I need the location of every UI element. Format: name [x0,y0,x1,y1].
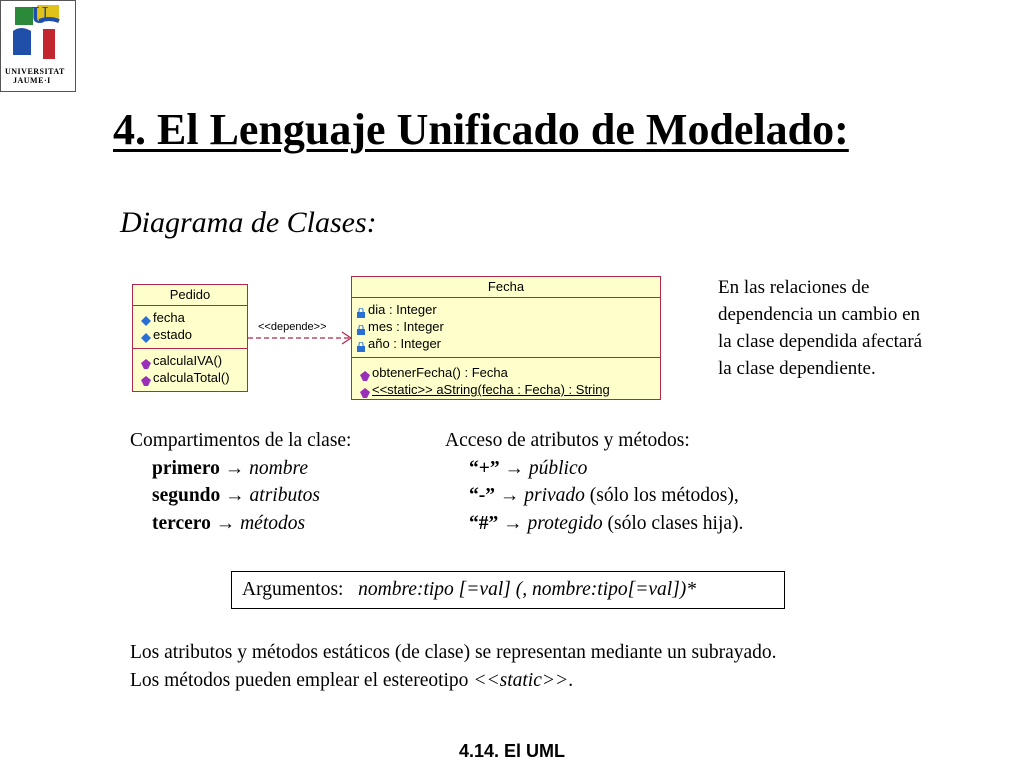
dependency-note: En las relaciones de dependencia un cambio en la clase dependida afectará la clase dependiente. [718,277,923,379]
attribute-text: dia : Integer [368,302,437,317]
lock-icon [356,305,366,315]
method-icon [141,356,151,366]
method-row [360,381,660,398]
attribute-text: año : Integer [368,336,441,351]
access-heading: Acceso de atributos y métodos: [445,430,690,451]
page-title: 4. El Lenguaje Unificado de Modelado: [113,105,849,154]
svg-text:U: U [31,3,49,29]
logo-line-2: JAUME·I [13,76,51,85]
class-name-fecha: Fecha [352,277,660,298]
attribute-row [141,326,247,343]
arrow-icon: → [503,512,523,534]
arrow-icon: → [499,485,520,506]
attribute-text: mes : Integer [368,319,444,334]
method-row [141,352,247,369]
compartment-term: segundo [152,485,221,506]
slide-footer: 4.14. El UML [458,741,566,761]
attribute-icon [141,313,151,323]
class-name-pedido: Pedido [133,285,247,306]
arguments-label: Argumentos: [242,579,344,600]
access-item [445,482,743,510]
attribute-row [356,301,660,318]
compartments-heading: Compartimentos de la clase: [130,430,352,451]
compartments-block [130,427,351,537]
attribute-text: estado [153,327,193,342]
access-symbol: “-” [469,485,495,506]
attributes-compartment-pedido [133,306,247,349]
access-symbol: “#” [469,512,499,534]
method-icon [141,373,151,383]
access-block [445,427,743,537]
compartment-item [130,510,351,538]
attribute-row [356,318,660,335]
method-icon [360,385,370,395]
dependency-arrow [246,310,356,350]
compartment-item [130,482,351,510]
compartment-value: nombre [249,457,308,479]
compartment-term: primero [152,457,220,479]
method-text: obtenerFecha() : Fecha [372,365,508,380]
access-value: privado [524,485,585,506]
compartment-value: métodos [240,512,306,534]
access-extra: (sólo clases hija). [602,512,744,534]
static-note-line-2 [130,667,777,695]
lock-icon [356,339,366,349]
method-text: calculaIVA() [153,353,223,368]
method-text: calculaTotal() [153,370,230,385]
static-note-line-1: Los atributos y métodos estáticos (de clase) se representan mediante un subrayado. [130,642,777,663]
attributes-compartment-fecha [352,298,660,358]
compartment-value: atributos [249,485,320,506]
compartment-term: tercero [152,512,211,534]
compartment-item [130,455,351,483]
dependency-label: <<depende>> [258,321,327,333]
access-symbol: “+” [469,457,500,479]
class-box-fecha [351,276,661,400]
arguments-syntax: nombre:tipo [=val] (, nombre:tipo[=val])* [358,579,697,600]
attribute-icon [141,330,151,340]
page-subtitle: Diagrama de Clases: [120,206,377,239]
access-value: protegido [527,512,603,534]
attribute-row [356,335,660,352]
static-stereotype: <<static>> [473,669,569,691]
attribute-text: fecha [153,310,185,325]
arrow-icon: → [504,457,524,479]
access-value: público [528,457,588,479]
arrow-icon: → [224,457,245,479]
static-note-suffix: . [568,669,574,691]
static-note-prefix: Los métodos pueden emplear el estereotipo [130,669,474,691]
methods-compartment-fecha [352,358,660,401]
access-item [445,455,743,483]
class-box-pedido [132,284,248,392]
method-icon [360,368,370,378]
method-row [360,364,660,381]
static-note [130,639,777,694]
attribute-row [141,309,247,326]
arguments-box [231,571,785,609]
methods-compartment-pedido [133,349,247,389]
method-row [141,369,247,386]
arrow-icon: → [215,512,236,534]
university-logo [0,0,76,92]
access-item [445,510,743,538]
method-text: <<static>> aString(fecha : Fecha) : String [372,382,610,397]
lock-icon [356,322,366,332]
logo-line-1: UNIVERSITAT [5,67,65,76]
logo-emblem-icon [1,1,75,65]
access-extra: (sólo los métodos), [584,485,739,506]
arrow-icon: → [225,485,245,506]
